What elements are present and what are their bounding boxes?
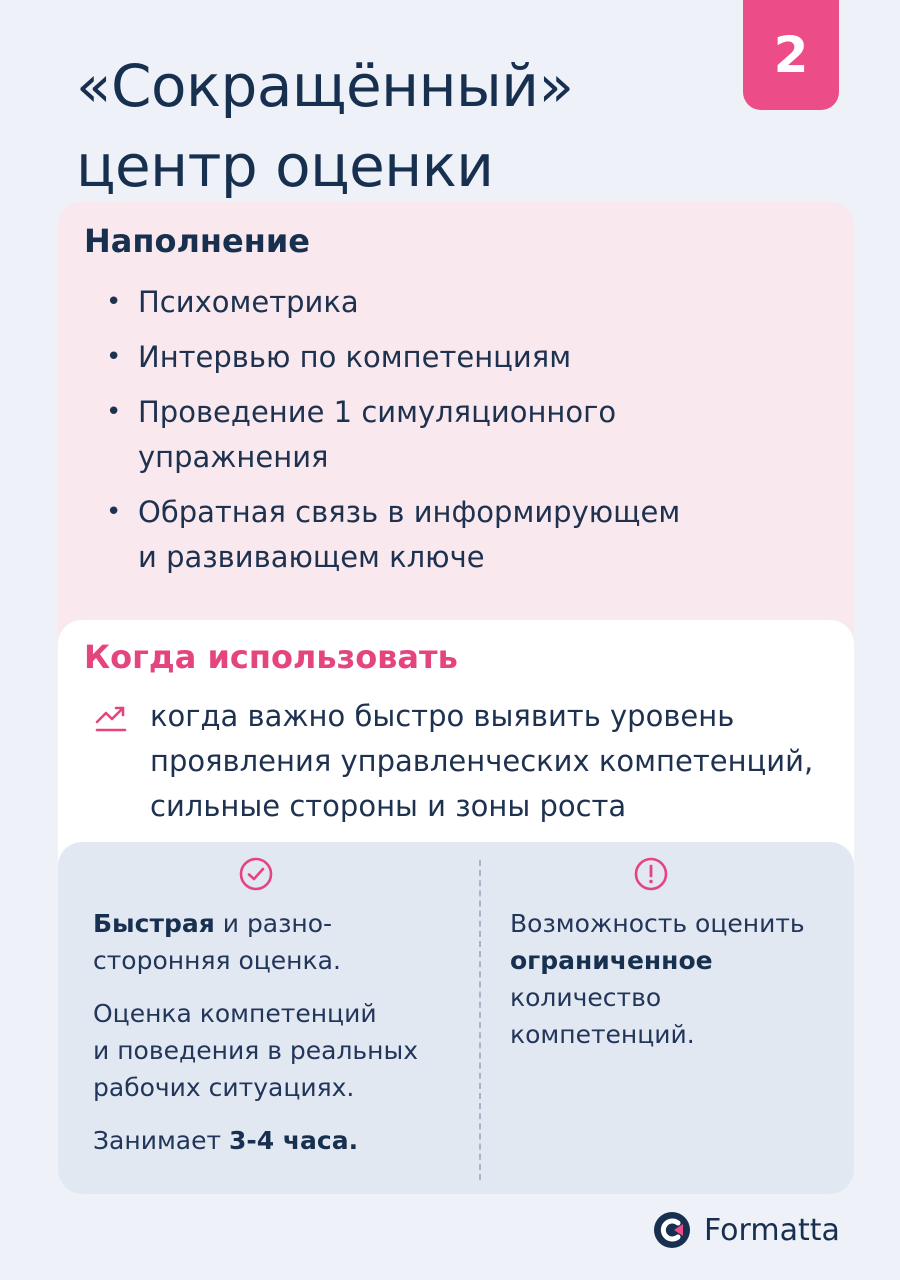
exclamation-circle-icon bbox=[633, 856, 669, 892]
pros-paragraph bbox=[93, 995, 453, 1106]
bullet-dot: • bbox=[106, 287, 122, 317]
brand bbox=[652, 1210, 840, 1250]
column-divider bbox=[479, 860, 481, 1180]
pros-text: Занимает bbox=[93, 1126, 230, 1155]
bullet-dot: • bbox=[106, 397, 122, 427]
list-item-line: и развивающем ключе bbox=[138, 540, 485, 574]
list-item-line: Обратная связь в информирующем bbox=[138, 495, 681, 529]
content-heading: Наполнение bbox=[84, 222, 310, 260]
page-title bbox=[76, 46, 574, 206]
list-item bbox=[100, 390, 840, 480]
bullet-dot: • bbox=[106, 342, 122, 372]
list-item bbox=[100, 280, 840, 325]
bullet-dot: • bbox=[106, 497, 122, 527]
usage-heading: Когда использовать bbox=[84, 638, 458, 676]
cons-column bbox=[510, 905, 840, 1069]
title-line-1: «Сокращённый» bbox=[76, 52, 574, 120]
pros-text: и разно- bbox=[214, 909, 333, 938]
brand-name: Formatta bbox=[704, 1212, 840, 1248]
content-list bbox=[100, 280, 840, 590]
usage-line: сильные стороны и зоны роста bbox=[150, 789, 627, 823]
list-item-line: Проведение 1 симуляционного bbox=[138, 395, 617, 429]
cons-paragraph bbox=[510, 905, 840, 1053]
pros-paragraph bbox=[93, 905, 453, 979]
title-line-2: центр оценки bbox=[76, 132, 494, 200]
cons-text: Возможность оценить bbox=[510, 909, 805, 938]
list-item-line: Интервью по компетенциям bbox=[138, 340, 572, 374]
pros-text: сторонняя оценка. bbox=[93, 946, 341, 975]
pros-text: рабочих ситуациях. bbox=[93, 1073, 355, 1102]
list-item bbox=[100, 490, 840, 580]
list-item-line: Психометрика bbox=[138, 285, 359, 319]
usage-text bbox=[150, 694, 850, 829]
pros-paragraph bbox=[93, 1122, 453, 1159]
pros-text: Оценка компетенций bbox=[93, 999, 377, 1028]
check-circle-icon bbox=[238, 856, 274, 892]
cons-bold: ограниченное bbox=[510, 946, 713, 975]
list-item bbox=[100, 335, 840, 380]
pros-text: и поведения в реальных bbox=[93, 1036, 419, 1065]
pros-bold: Быстрая bbox=[93, 909, 215, 938]
pros-column bbox=[93, 905, 453, 1175]
formatta-logo-icon bbox=[652, 1210, 692, 1250]
trend-up-icon bbox=[94, 700, 128, 734]
cons-text: количество bbox=[510, 983, 662, 1012]
page-number-badge: 2 bbox=[743, 0, 839, 110]
pros-bold: 3-4 часа. bbox=[229, 1126, 359, 1155]
usage-line: когда важно быстро выявить уровень bbox=[150, 699, 735, 733]
cons-text: компетенций. bbox=[510, 1020, 695, 1049]
list-item-line: упражнения bbox=[138, 440, 329, 474]
usage-line: проявления управленческих компетенций, bbox=[150, 744, 814, 778]
